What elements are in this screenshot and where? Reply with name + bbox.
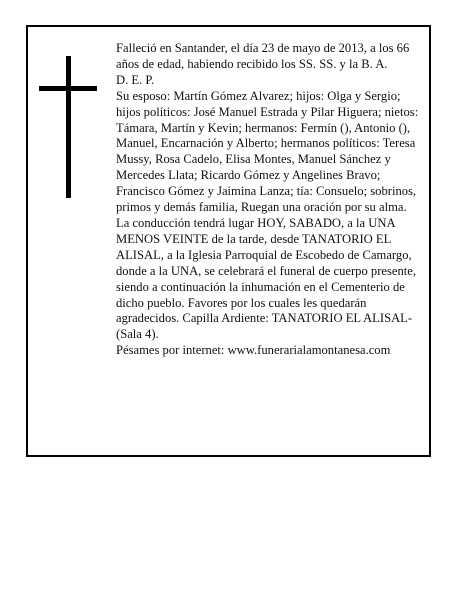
family-and-funeral-details: Su esposo: Martín Gómez Alvarez; hijos: Olga y Sergio; hijos políticos: José Manuel Estrada y Pilar Higuera; nietos: Támara, Martín y Kevin; hermanos: Fermín (), Antonio (), Manuel, Encarnación y Alberto; hermanos políticos: Teresa Mussy, Rosa Cadelo, Elisa Montes, Manuel Sánchez y Mercedes Llata; Ricardo Gómez y Angelines Bravo; Francisco Gómez y Jaimina Lanza; tía: Consuelo; sobrinos, primos y demás familia, Ruegan una oración por su alma. La conducción tendrá lugar HOY, SABADO, a la UNA MENOS VEINTE de la tarde, desde TANATORIO EL ALISAL, a la Iglesia Parroquial de Escobedo de Camargo, donde a la UNA, se celebrará el funeral de cuerpo presente, siendo a continuación la inhumación en el Cementerio de dicho pueblo. Favores por los cuales les quedarán agradecidos. Capilla Ardiente: TANATORIO EL ALISAL-(Sala 4). bbox=[116, 88, 419, 342]
obituary-notice bbox=[26, 25, 431, 457]
latin-cross-icon bbox=[39, 56, 97, 198]
rest-in-peace: D. E. P. bbox=[116, 72, 155, 87]
death-announcement: Falleció en Santander, el día 23 de mayo de 2013, a los 66 años de edad, habiendo recibido los SS. SS. y la B. A. bbox=[116, 41, 410, 71]
cross-horizontal-bar bbox=[39, 86, 97, 91]
cross-vertical-bar bbox=[66, 56, 71, 198]
obituary-text bbox=[116, 41, 423, 359]
condolences-website: Pésames por internet: www.funerarialamontanesa.com bbox=[116, 343, 391, 358]
